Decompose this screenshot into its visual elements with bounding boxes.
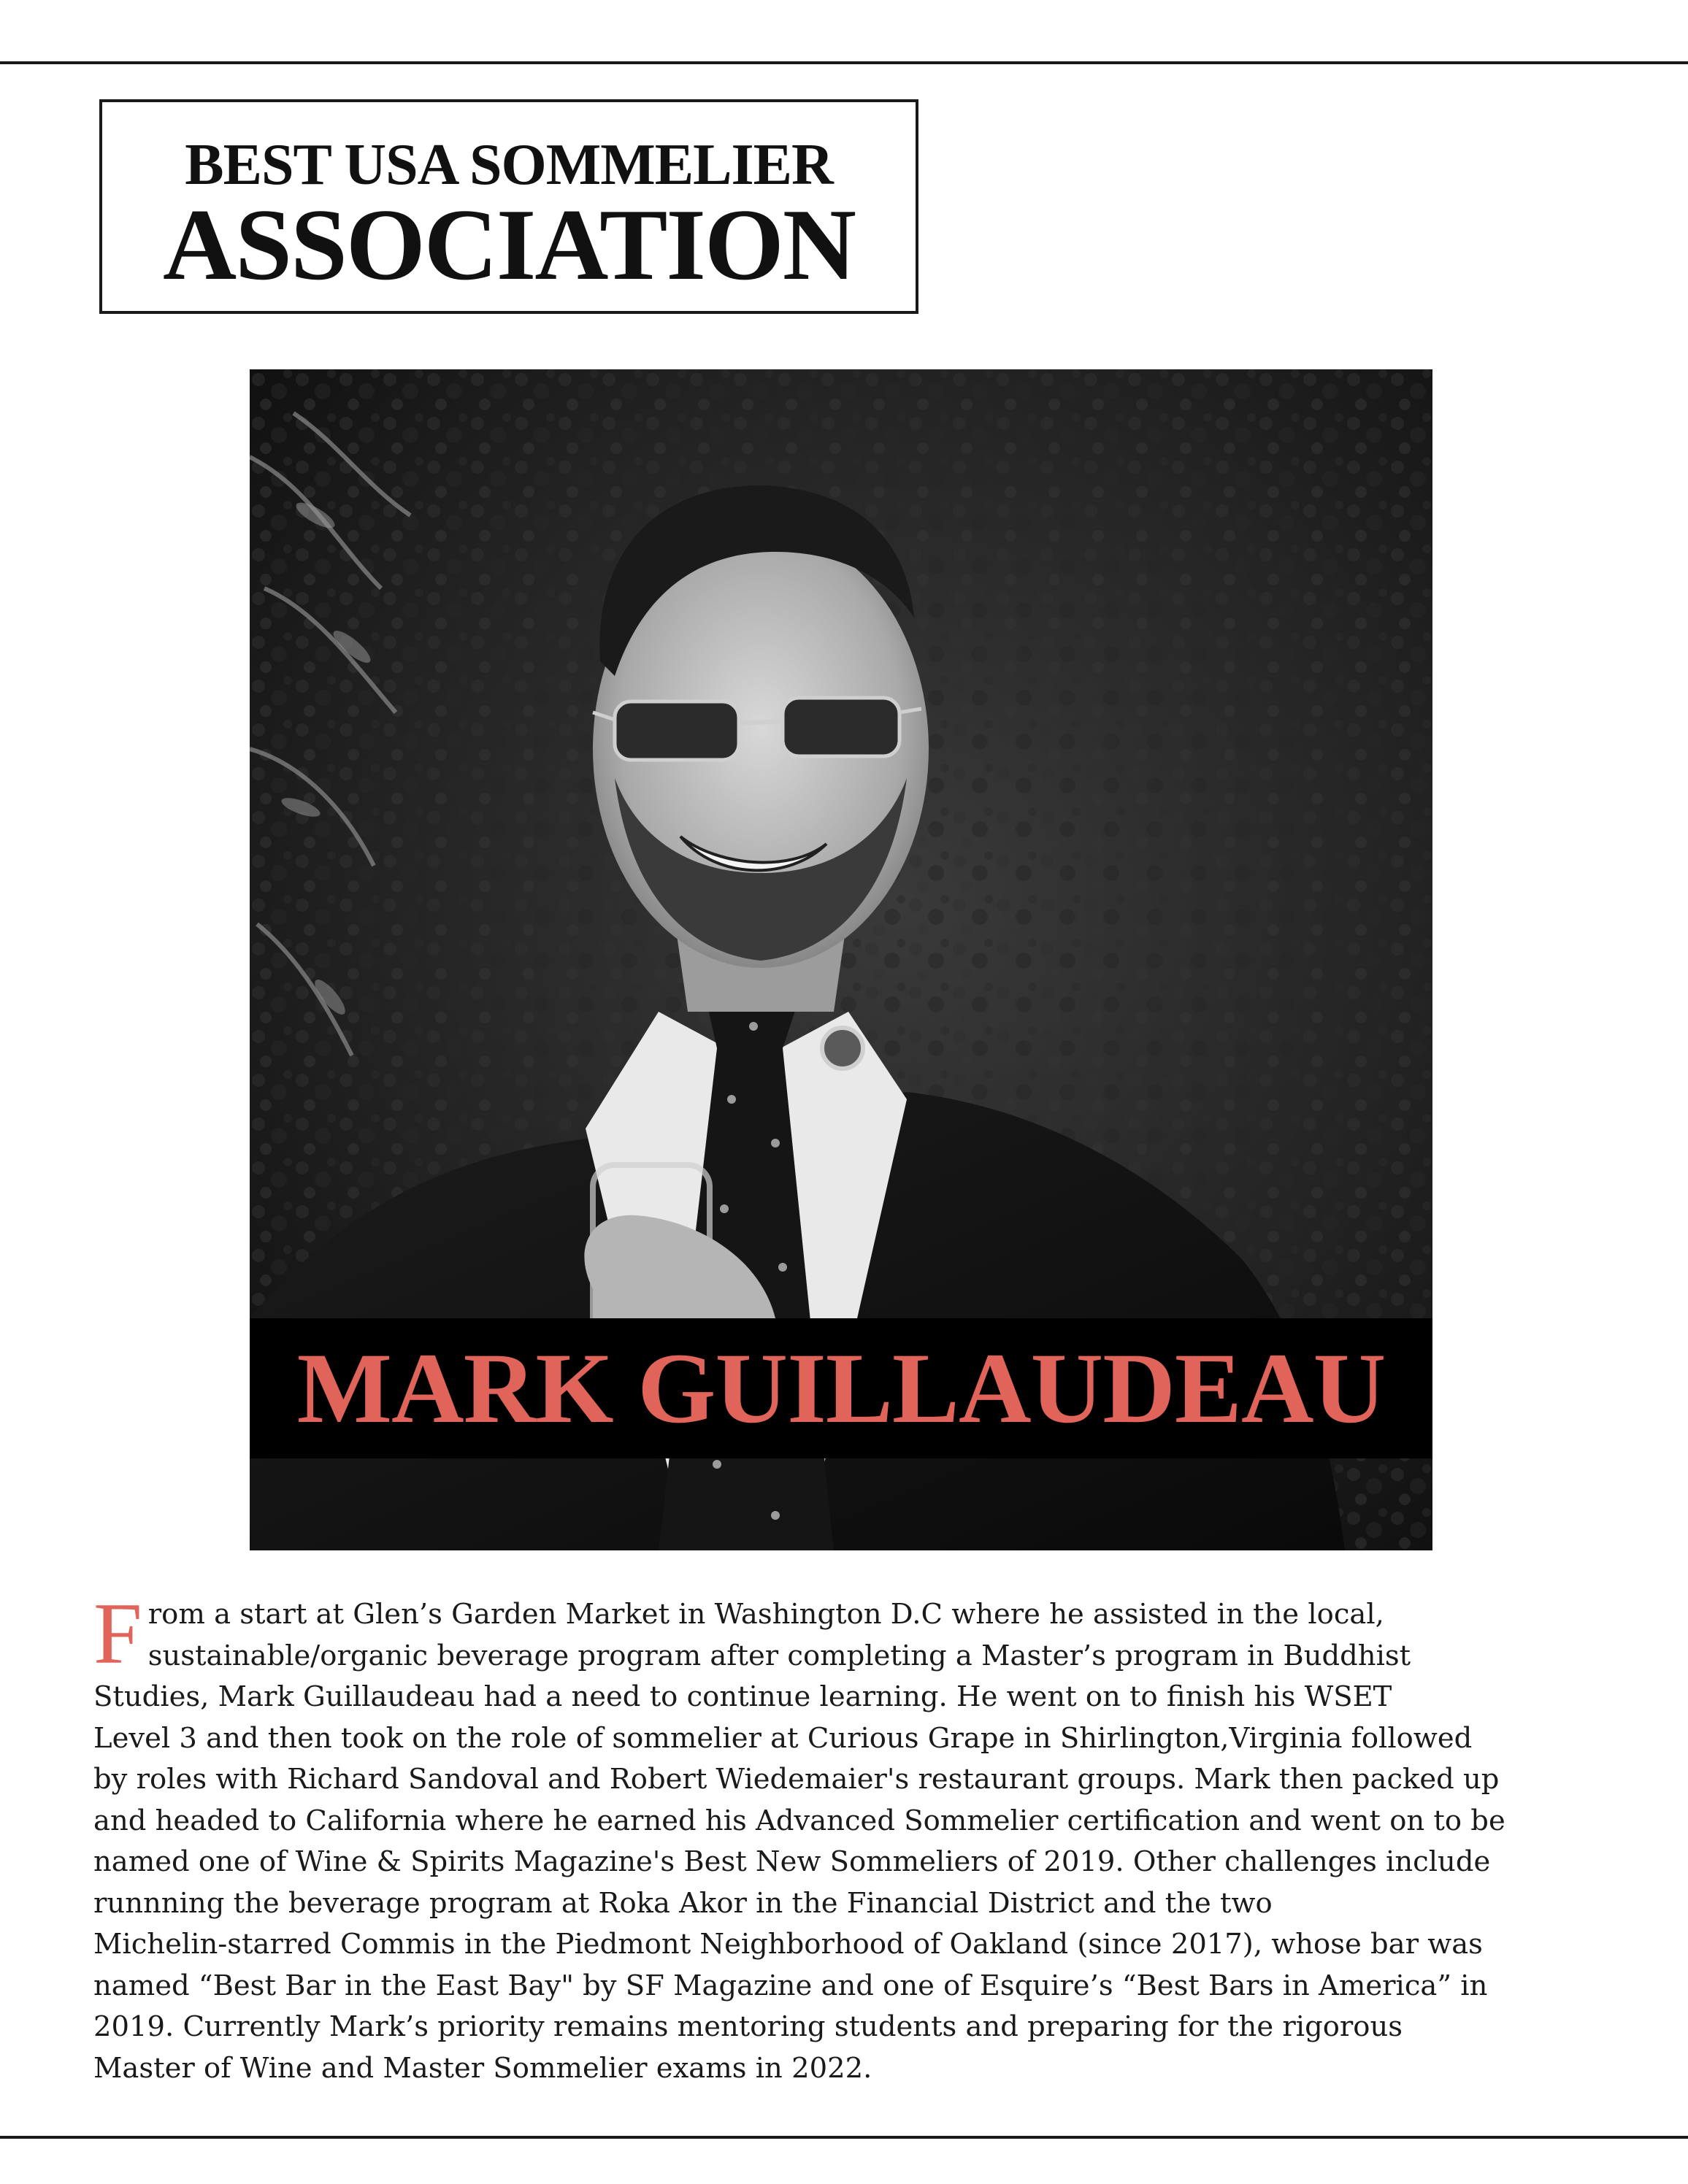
bio-line: Level 3 and then took on the role of sommelier at Curious Grape in Shirlington,Virginia followed bbox=[93, 1721, 1473, 1755]
name-banner bbox=[250, 1318, 1432, 1458]
bio-line: rom a start at Glen’s Garden Market in Washington D.C where he assisted in the local, bbox=[147, 1598, 1384, 1631]
bio-dropcap: F bbox=[93, 1585, 142, 1682]
profile-name: MARK GUILLAUDEAU bbox=[296, 1332, 1386, 1444]
masthead-box bbox=[99, 99, 918, 314]
bio-line: Master of Wine and Master Sommelier exams in 2022. bbox=[93, 2051, 872, 2085]
bio-line: by roles with Richard Sandoval and Robert Wiedemaier's restaurant groups. Mark then packed up bbox=[93, 1763, 1500, 1796]
bio-line: and headed to California where he earned his Advanced Sommelier certification and went on to be bbox=[93, 1804, 1505, 1837]
masthead-line2: ASSOCIATION bbox=[163, 188, 855, 301]
bio-line: Studies, Mark Guillaudeau had a need to continue learning. He went on to finish his WSET bbox=[93, 1680, 1392, 1713]
bio-line: named “Best Bar in the East Bay" by SF Magazine and one of Esquire’s “Best Bars in America” in bbox=[93, 1969, 1488, 2002]
bio-paragraph bbox=[93, 1585, 1597, 2089]
bottom-rule bbox=[0, 2136, 1688, 2139]
bio-line: 2019. Currently Mark’s priority remains mentoring students and preparing for the rigorous bbox=[93, 2010, 1403, 2043]
bio-line: runnning the beverage program at Roka Akor in the Financial District and the two bbox=[93, 1886, 1273, 1920]
top-rule bbox=[0, 61, 1688, 64]
bio-line: Michelin-starred Commis in the Piedmont Neighborhood of Oakland (since 2017), whose bar was bbox=[93, 1928, 1483, 1961]
masthead-line1: BEST USA SOMMELIER bbox=[185, 133, 833, 197]
bio-line: sustainable/organic beverage program after completing a Master’s program in Buddhist bbox=[147, 1639, 1411, 1672]
bio-line: named one of Wine & Spirits Magazine's Best New Sommeliers of 2019. Other challenges include bbox=[93, 1845, 1491, 1878]
